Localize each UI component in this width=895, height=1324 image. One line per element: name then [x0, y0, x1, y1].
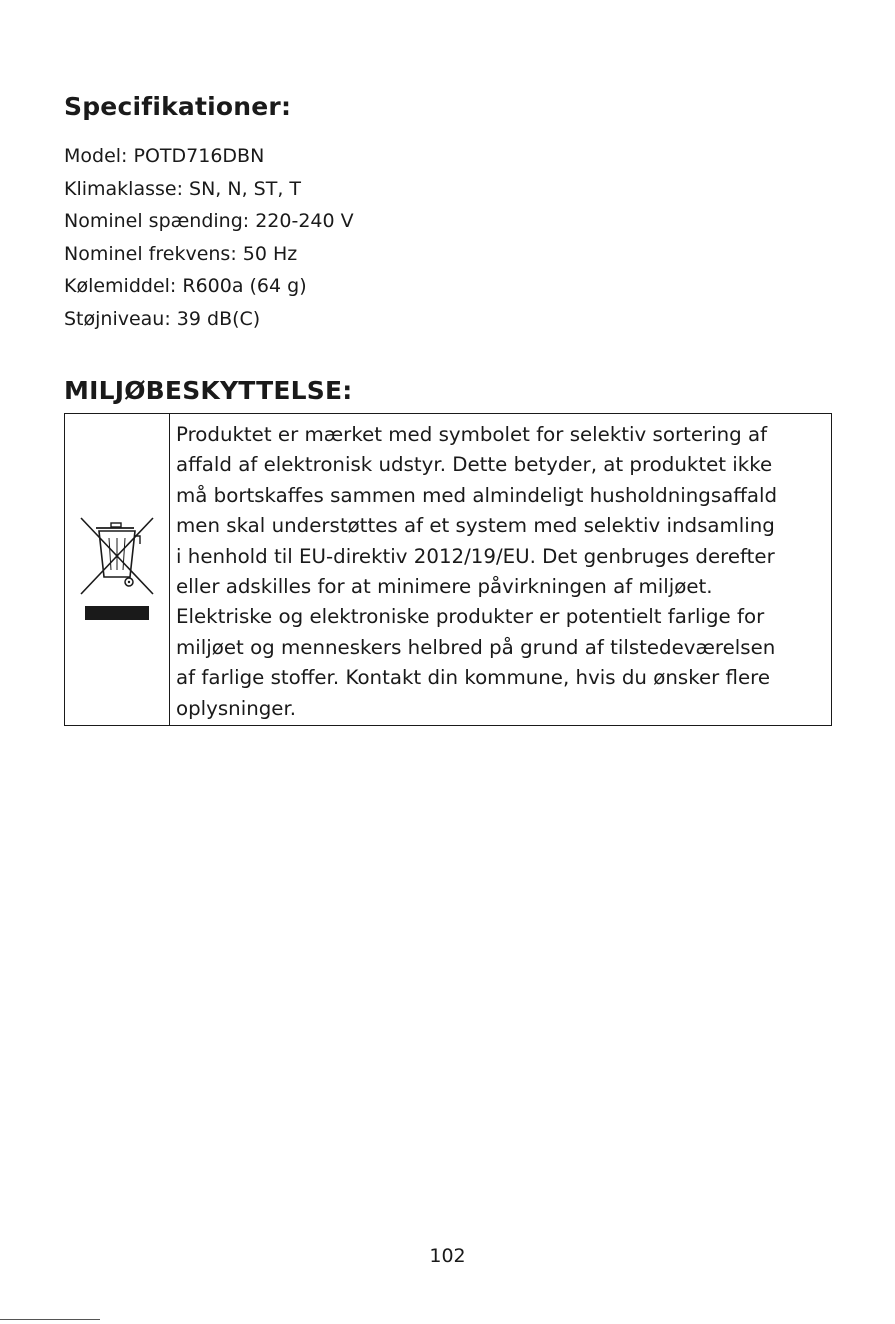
spec-climate-class: Klimaklasse: SN, N, ST, T [64, 177, 302, 200]
spec-voltage: Nominel spænding: 220-240 V [64, 210, 354, 233]
spec-refrigerant: Kølemiddel: R600a (64 g) [64, 275, 307, 298]
environment-description [170, 414, 831, 725]
crossed-out-wheelie-bin-icon [79, 514, 155, 624]
specifications-list [64, 140, 354, 336]
environment-text-line: affald af elektronisk udstyr. Dette betyder, at produktet ikke [176, 453, 773, 477]
environment-text-line: oplysninger. [176, 696, 297, 720]
environment-text-line: Elektriske og elektroniske produkter er potentielt farlige for [176, 605, 765, 629]
page-number: 102 [429, 1245, 466, 1267]
weee-symbol-cell [65, 414, 170, 725]
environment-text-line: må bortskaffes sammen med almindeligt husholdningsaffald [176, 483, 778, 507]
crop-mark [0, 1319, 100, 1320]
environment-heading: MILJØBESKYTTELSE: [64, 376, 353, 405]
environment-table [64, 413, 832, 726]
environment-text-line: miljøet og menneskers helbred på grund af tilstedeværelsen [176, 635, 776, 659]
specifications-heading: Specifikationer: [64, 92, 292, 121]
spec-noise-level: Støjniveau: 39 dB(C) [64, 307, 261, 330]
environment-text-line: af farlige stoffer. Kontakt din kommune, hvis du ønsker flere [176, 666, 771, 690]
spec-model: Model: POTD716DBN [64, 145, 265, 167]
environment-text-line: men skal understøttes af et system med selektiv indsamling [176, 514, 775, 538]
environment-text-line: eller adskilles for at minimere påvirkningen af miljøet. [176, 575, 713, 599]
environment-text-line: Produktet er mærket med symbolet for selektiv sortering af [176, 423, 768, 446]
spec-frequency: Nominel frekvens: 50 Hz [64, 242, 298, 265]
environment-text-line: i henhold til EU-direktiv 2012/19/EU. Det genbruges derefter [176, 544, 775, 568]
